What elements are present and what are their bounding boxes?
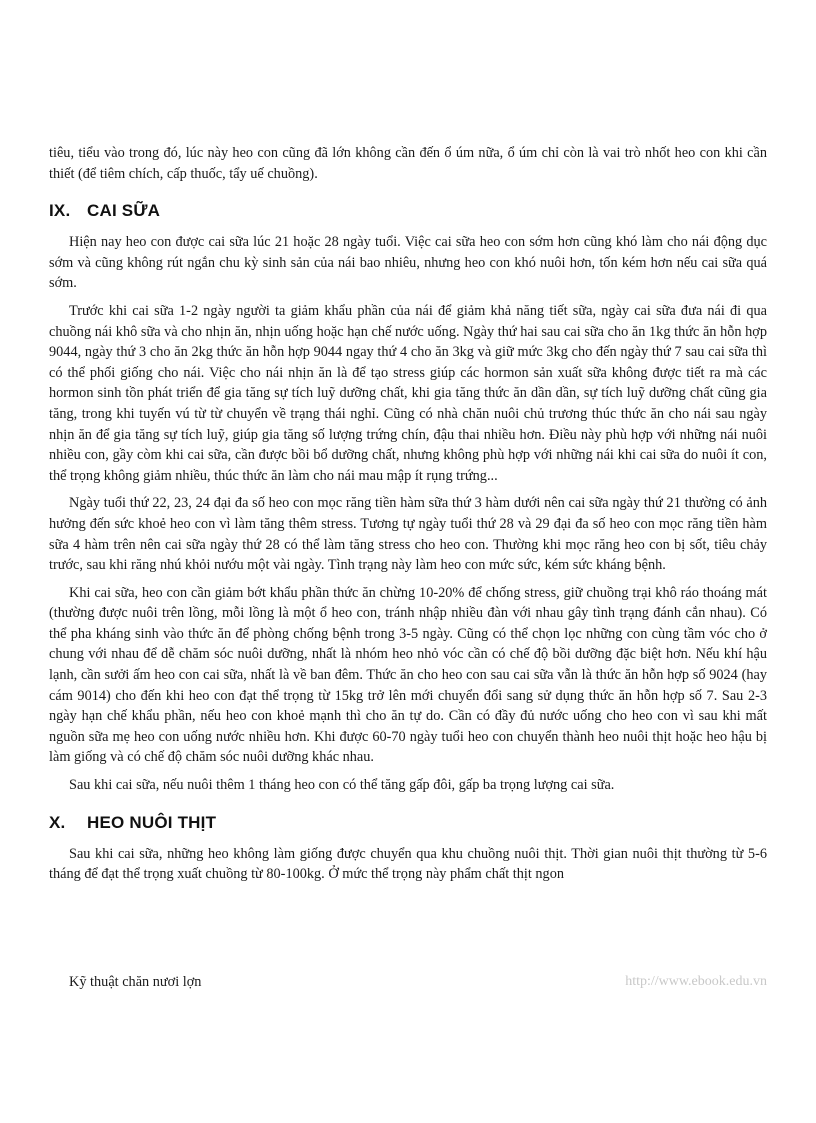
paragraph: Hiện nay heo con được cai sữa lúc 21 hoặc 28 ngày tuổi. Việc cai sữa heo con sớm hơn cũng khó làm cho nái động dục sớm và cũng không rút ngắn chu kỳ sinh sản của nái bao nhiêu, nhưng heo con khó nuôi hơn, tốn kém hơn nếu cai sữa quá sớm. (49, 234, 767, 292)
paragraph: Khi cai sữa, heo con cần giảm bớt khẩu phần thức ăn chừng 10-20% để chống stress, giữ chuồng trại khô ráo thoáng mát (thường được nuôi trên lồng, mỗi lồng là một ổ heo con, tránh nhập nhiều đàn với nhau gây tình trạng đánh cắn nhau). Có thể pha kháng sinh vào thức ăn để phòng chống bệnh trong 3-5 ngày. Cũng có thể chọn lọc những con cùng tầm vóc cho ở chung với nhau để dễ chăm sóc nuôi dưỡng, nhất là nhóm heo nhỏ vóc cần có chế độ bồi dưỡng đặc biệt hơn. Nếu khí hậu lạnh, cần sưởi ấm heo con cai sữa, nhất là về ban đêm. Thức ăn cho heo con sau cai sữa vẫn là thức ăn hỗn hợp số 9024 (hay cám 9014) cho đến khi heo con đạt thể trọng từ 15kg trở lên mới chuyển đổi sang sử dụng thức ăn hỗn hợp số 7. Sau 2-3 ngày hạn chế khẩu phần, nếu heo con khoẻ mạnh thì cho ăn tự do. Cần có đầy đủ nước uống cho heo con vì sau khi mất nguồn sữa mẹ heo con uống nước nhiều hơn. Khi được 60-70 ngày tuổi heo con chuyển thành heo nuôi thịt hoặc heo hậu bị làm giống và có chế độ chăm sóc nuôi dưỡng khác nhau. (49, 584, 767, 766)
section-heading-ix (49, 200, 767, 222)
section-number: X. (49, 812, 66, 832)
section-number: IX. (49, 201, 71, 221)
paragraph: Sau khi cai sữa, những heo không làm giống được chuyển qua khu chuồng nuôi thịt. Thời gian nuôi thịt thường từ 5-6 tháng để đạt thể trọng xuất chuồng từ 80-100kg. Ở mức thể trọng này phẩm chất thịt ngon (49, 845, 767, 883)
footer-url: http://www.ebook.edu.vn (625, 974, 767, 989)
paragraph: Trước khi cai sữa 1-2 ngày người ta giảm khẩu phần của nái để giảm khả năng tiết sữa, ngày cai sữa đưa nái đi qua chuồng nái khô sữa và cho nhịn ăn, nhịn uống hoặc hạn chế nước uống. Ngày thứ hai sau cai sữa cho ăn 1kg thức ăn hỗn hợp 9044, ngày thứ 3 cho ăn 2kg thức ăn hỗn hợp 9044 ngay thứ 4 cho ăn 3kg và giữ mức 3kg cho đến ngày thứ 7 sau cai sữa thì có thể phối giống cho nái. Việc cho nái nhịn ăn là để tạo stress giúp các hormon sản xuất sữa không được tiết ra mà các hormon sinh tồn phát triển để gia tăng sự tích luỹ dưỡng chất, khi gia tăng thức ăn dần dần, sự tích luỹ dưỡng chất cũng gia tăng, trong khi tuyến vú từ từ chuyển về trạng thái nghỉ. Cũng có nhà chăn nuôi chủ trương thúc thức ăn cho nái sau ngày nhịn ăn để gia tăng sự tích luỹ, giúp gia tăng số lượng trứng chín, đậu thai nhiều hơn. Điều này phù hợp với những nái nuôi nhiều con, gầy còm khi cai sữa, cần được bồi bổ dưỡng chất, nhưng không phù hợp với những nái khi cai sữa do nuôi ít con, thể trọng không giảm nhiều, thúc thức ăn làm cho nái mau mập ít rụng trứng... (49, 302, 767, 484)
footer-title: Kỹ thuật chăn nươi lợn (69, 974, 202, 990)
paragraph: Ngày tuổi thứ 22, 23, 24 đại đa số heo con mọc răng tiền hàm sữa thứ 3 hàm dưới nên cai sữa ngày thứ 21 thường có ảnh hưởng đến sức khoẻ heo con vì làm tăng thêm stress. Tương tự ngày tuổi thứ 28 và 29 đại đa số heo con mọc răng tiền hàm sữa 4 hàm trên nên cai sữa ngày thứ 28 có thể làm tăng stress cho heo con. Thường khi mọc răng heo con bị sốt, tiêu chảy trước, sau khi răng nhú khỏi nướu một vài ngày. Tình trạng này làm heo con mức sức, kém sức kháng bệnh. (49, 495, 767, 574)
document-body (49, 143, 767, 885)
section-title: HEO NUÔI THỊT (87, 812, 217, 832)
section-title: CAI SỮA (87, 201, 161, 221)
paragraph: Sau khi cai sữa, nếu nuôi thêm 1 tháng heo con có thể tăng gấp đôi, gấp ba trọng lượng cai sữa. (69, 777, 615, 794)
section-heading-x (49, 812, 767, 834)
intro-paragraph: tiêu, tiểu vào trong đó, lúc này heo con cũng đã lớn không cần đến ổ úm nữa, ổ úm chỉ còn là vai trò nhốt heo con khi cần thiết (để tiêm chích, cấp thuốc, tẩy uế chuồng). (49, 145, 767, 182)
